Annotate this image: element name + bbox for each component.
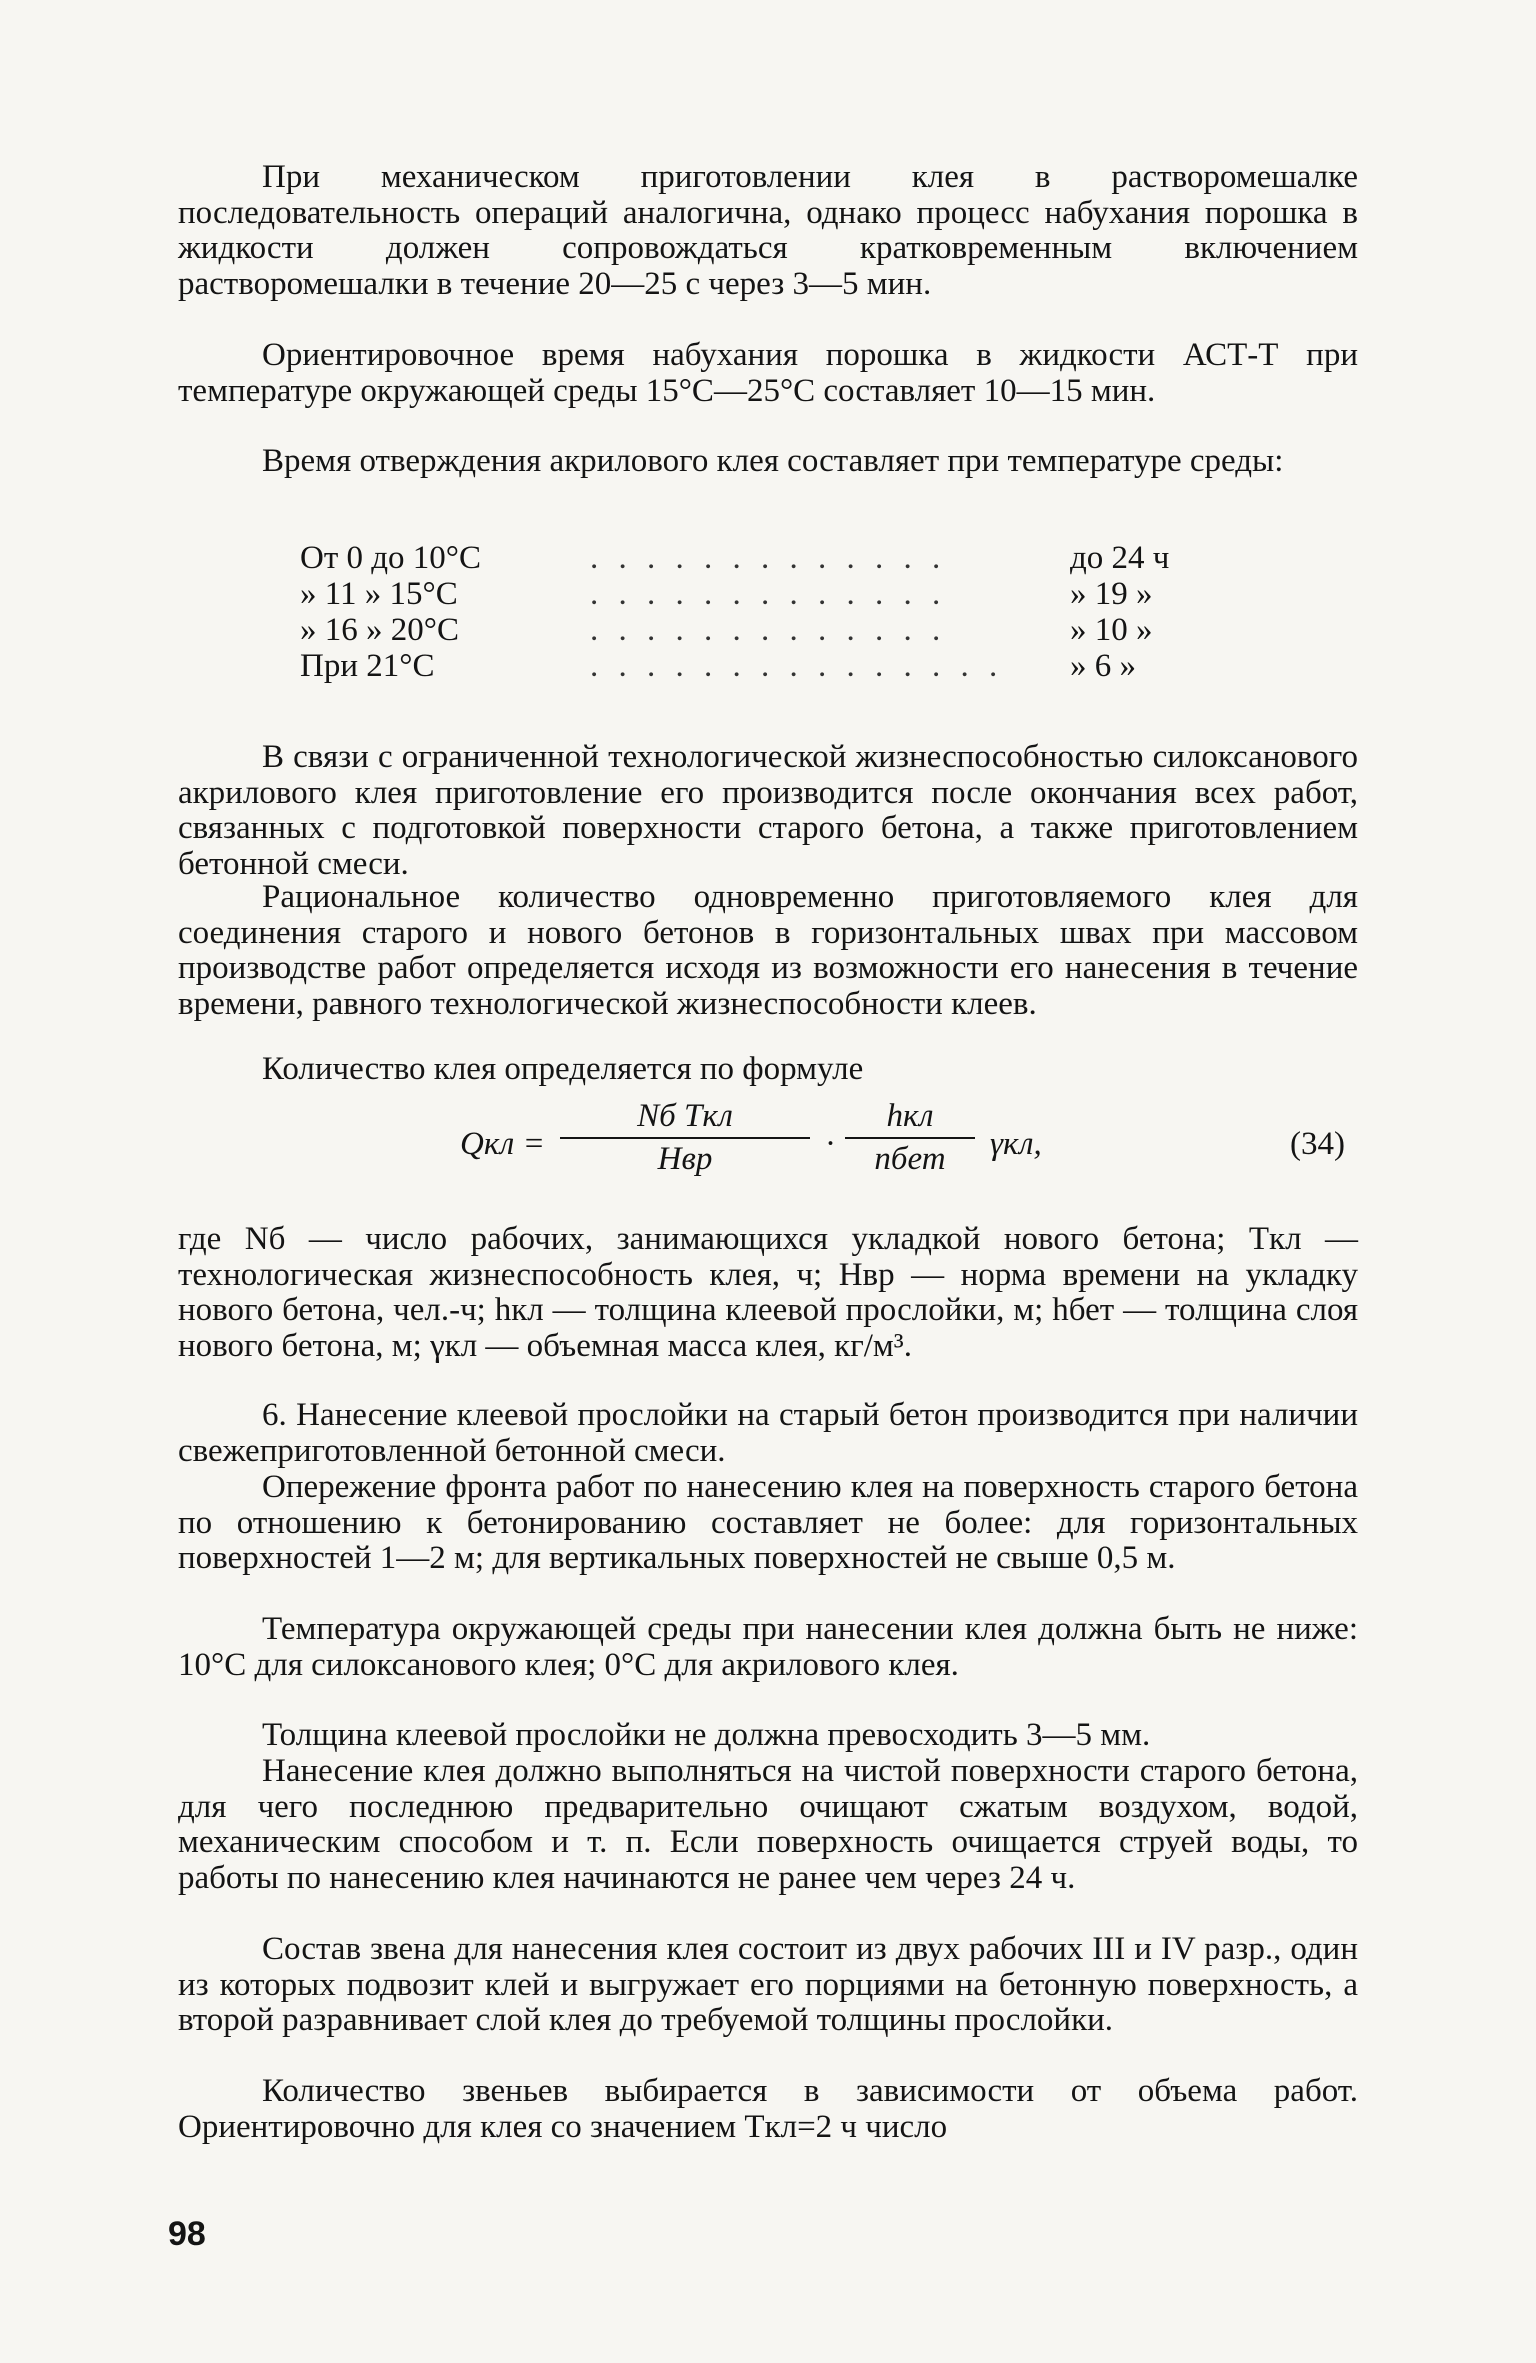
paragraph-formula-intro: Количество клея определяется по формуле	[262, 1051, 864, 1087]
row-value: до 24 ч	[1070, 540, 1170, 576]
paragraph-swelling-time: Ориентировочное время набухания порошка в жидкости АСТ-Т при температуре окружающей среды 15°С—25°С составляет 10—15 мин.	[178, 337, 1358, 409]
curing-time-table	[300, 540, 1220, 684]
paragraph-layer-thickness: Толщина клеевой прослойки не должна превосходить 3—5 мм.	[262, 1717, 1151, 1753]
row-value: » 19 »	[1070, 576, 1153, 612]
paragraph-mechanical-prep: При механическом приготовлении клея в растворомешалке последовательность операций аналогична, однако процесс набухания порошка в жидкости должен сопровождаться кратковременным включением растворомешалки в течение 20—25 с через 3—5 мин.	[178, 159, 1358, 302]
paragraph-crew-count: Количество звеньев выбирается в зависимости от объема работ. Ориентировочно для клея со значением Tкл=2 ч число	[178, 2073, 1358, 2145]
row-value: » 10 »	[1070, 612, 1153, 648]
paragraph-item-6: 6. Нанесение клеевой прослойки на старый бетон производится при наличии свежеприготовленной бетонной смеси.	[178, 1397, 1358, 1469]
table-row	[300, 612, 1220, 648]
table-row	[300, 648, 1220, 684]
paragraph-crew-composition: Состав звена для нанесения клея состоит из двух рабочих III и IV разр., один из которых подвозит клей и выгружает его порциями на бетонную поверхность, а второй разравнивает слой клея до требуемой толщины прослойки.	[178, 1931, 1358, 2038]
formula-fraction-1	[560, 1098, 810, 1178]
table-row	[300, 540, 1220, 576]
row-label: » 11 » 15°С	[300, 576, 458, 612]
formula-fraction-2	[845, 1098, 975, 1178]
page-number: 98	[168, 2215, 206, 2253]
row-label: При 21°С	[300, 648, 435, 684]
fraction-numerator: Nб Tкл	[560, 1098, 810, 1139]
glue-quantity-formula	[460, 1098, 1360, 1208]
paragraph-curing-time: Время отверждения акрилового клея составляет при температуре среды:	[262, 443, 1284, 479]
formula-multiply: ·	[825, 1126, 836, 1162]
paragraph-variable-definitions: где Nб — число рабочих, занимающихся укладкой нового бетона; Tкл — технологическая жизнеспособность клея, ч; Hвр — норма времени на укладку нового бетона, чел.-ч; hкл — толщина клеевой прослойки, м; hбет — толщина слоя нового бетона, м; γкл — объемная масса клея, кг/м³.	[178, 1221, 1358, 1364]
paragraph-surface-cleaning: Нанесение клея должно выполняться на чистой поверхности старого бетона, для чего последнюю предварительно очищают сжатым воздухом, водой, механическим способом и т. п. Если поверхность очищается струей воды, то работы по нанесению клея начинаются не ранее чем через 24 ч.	[178, 1753, 1358, 1896]
leader-dots: . . . . . . . . . . . . .	[590, 540, 947, 576]
leader-dots: . . . . . . . . . . . . . . .	[590, 648, 1004, 684]
paragraph-siloxane-glue: В связи с ограниченной технологической жизнеспособностью силоксанового акрилового клея приготовление его производится после окончания всех работ, связанных с подготовкой поверхности старого бетона, а также приготовлением бетонной смеси.	[178, 739, 1358, 882]
row-value: » 6 »	[1070, 648, 1136, 684]
fraction-numerator: hкл	[845, 1098, 975, 1139]
paragraph-glue-quantity: Рациональное количество одновременно приготовляемого клея для соединения старого и нового бетонов в горизонтальных швах при массовом производстве работ определяется исходя из возможности его нанесения в течение времени, равного технологической жизнеспособности клеев.	[178, 879, 1358, 1022]
row-label: От 0 до 10°С	[300, 540, 482, 576]
paragraph-temperature: Температура окружающей среды при нанесении клея должна быть не ниже: 10°С для силоксанового клея; 0°С для акрилового клея.	[178, 1611, 1358, 1683]
formula-lhs: Qкл =	[460, 1126, 545, 1162]
formula-gamma: γкл,	[990, 1126, 1042, 1162]
row-label: » 16 » 20°С	[300, 612, 459, 648]
fraction-denominator: Hвр	[657, 1141, 713, 1177]
table-row	[300, 576, 1220, 612]
paragraph-work-front: Опережение фронта работ по нанесению клея на поверхность старого бетона по отношению к бетонированию составляет не более: для горизонтальных поверхностей 1—2 м; для вертикальных поверхностей не свыше 0,5 м.	[178, 1469, 1358, 1576]
equation-number: (34)	[1290, 1126, 1345, 1162]
fraction-denominator: nбет	[874, 1141, 946, 1177]
leader-dots: . . . . . . . . . . . . .	[590, 576, 947, 612]
leader-dots: . . . . . . . . . . . . .	[590, 612, 947, 648]
